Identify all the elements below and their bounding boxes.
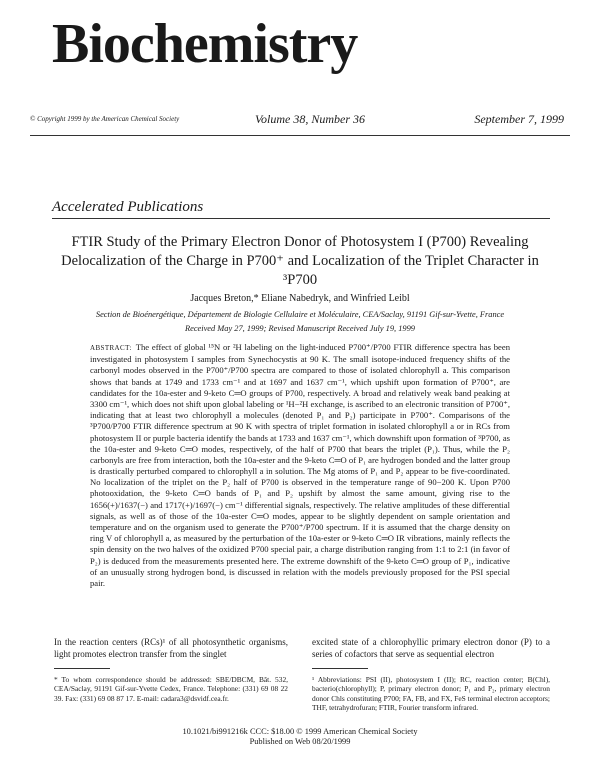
masthead-rule <box>30 135 570 136</box>
masthead-info <box>30 112 570 128</box>
published-date: Published on Web 08/20/1999 <box>249 737 351 746</box>
footnote-rule-right <box>312 668 368 669</box>
authors: Jacques Breton,* Eliane Nabedryk, and Winfried Leibl <box>190 293 410 304</box>
abbreviations-footnote: ¹ Abbreviations: PSI (II), photosystem I (II); RC, reaction center; B(Chl), bacterio(chlorophyll); P, primary electron donor; P₁ and P₂, primary electron donor Chls constituting P700; FA, FB, and FX, FeS terminal electron acceptors; THF, tetrahydrofuran; FTIR, Fourier transform infrared. <box>312 675 550 713</box>
correspondence-footnote: * To whom correspondence should be addressed: SBE/DBCM, Bât. 532, CEA/Saclay, 91191 Gif-sur-Yvette Cedex, France. Telephone: (331) 69 08 22 39. Fax: (331) 69 08 87 17. E-mail: cadara3@dsvidf.cea.fr. <box>54 675 288 703</box>
article-title: FTIR Study of the Primary Electron Donor of Photosystem I (P700) Revealing Delocalization of the Charge in P700⁺ and Localization of the Triplet Character in ³P700 <box>61 234 539 288</box>
copyright-notice: © Copyright 1999 by the American Chemical Society <box>30 115 180 123</box>
abstract-label: ABSTRACT: <box>90 344 132 352</box>
volume-number: Volume 38, Number 36 <box>255 112 365 126</box>
section-rule <box>52 218 550 219</box>
issue-date: September 7, 1999 <box>474 112 564 126</box>
journal-title: Biochemistry <box>52 13 358 75</box>
footnote-rule-left <box>54 668 110 669</box>
abstract <box>90 342 510 589</box>
doi-line: 10.1021/bi991216k CCC: $18.00 © 1999 American Chemical Society <box>182 727 418 736</box>
abstract-text: The effect of global ¹⁵N or ²H labeling on the light-induced P700⁺/P700 FTIR difference spectra has been investigated in photosystem I samples from Synechocystis at 90 K. The small isotope-induced frequency shifts of the carbonyl modes observed in the P700⁺/P700 spectra are compared to those of isolated chlorophyll a. This comparison shows that bands at 1749 and 1733 cm⁻¹ and at 1697 and 1637 cm⁻¹, which upshift upon formation of P700⁺, are candidates for the 10a-ester and 9-keto C═O groups of P700, respectively. A broad and relatively weak band peaking at 3300 cm⁻¹, which does not shift upon global labeling or ¹H−²H exchange, is ascribed to an electronic transition of P700⁺, indicating that at least two chlorophyll a molecules (denoted P₁ and P₂) participate in P700⁺. Comparisons of the ³P700/P700 FTIR difference spectrum at 90 K with spectra of triplet formation in isolated chlorophyll a or in RCs from photosystem II or purple bacteria identify the bands at 1733 and 1637 cm⁻¹, which downshift upon formation of ³P700, as the 10a-ester and 9-keto C═O modes, respectively, of the half of P700 that bears the triplet (P₁). Thus, while the P₂ carbonyls are free from interaction, both the 10a-ester and the 9-keto C═O of P₁ are hydrogen bonded and the latter group is drastically perturbed compared to chlorophyll a in solution. The Mg atoms of P₁ and P₂ appear to be five-coordinated. No localization of the triplet on the P₂ half of P700 is observed in the temperature range of 90−200 K. Upon P700 photooxidation, the 9-keto C═O bands of P₁ and P₂ upshift by almost the same amount, giving rise to the 1656(+)/1637(−) and 1717(+)/1697(−) cm⁻¹ differential signals, respectively. The relative amplitudes of these differential signals, as well as of those of the 10a-ester C═O modes, appear to be slightly dependent on sample orientation and temperature and on the organism used to generate the P700⁺/P700 spectrum. If it is assumed that the charge density on ring V of chlorophyll a, as measured by the perturbation of the 10a-ester or 9-keto C═O IR vibrations, mainly reflects the spin density on the two halves of the oxidized P700 special pair, a charge distribution ranging from 1:1 to 2:1 (in favor of P₂) is deduced from the measurements presented here. The extreme downshift of the 9-keto C═O group of P₁, indicative of an unusually strong hydrogen bond, is discussed in relation with the models previously proposed for the PSI special pair. <box>90 342 510 588</box>
affiliation: Section de Bioénergétique, Département de Biologie Cellulaire et Moléculaire, CEA/Saclay, 91191 Gif-sur-Yvette, France <box>95 310 505 319</box>
body-text-right: excited state of a chlorophyllic primary electron donor (P) to a series of cofactors that serve as sequential electron <box>312 637 550 659</box>
body-text-left: In the reaction centers (RCs)¹ of all photosynthetic organisms, light promotes electron transfer from the singlet <box>54 637 288 659</box>
publication-footer <box>120 727 480 747</box>
received-dates: Received May 27, 1999; Revised Manuscript Received July 19, 1999 <box>185 324 415 333</box>
section-heading: Accelerated Publications <box>52 199 204 215</box>
